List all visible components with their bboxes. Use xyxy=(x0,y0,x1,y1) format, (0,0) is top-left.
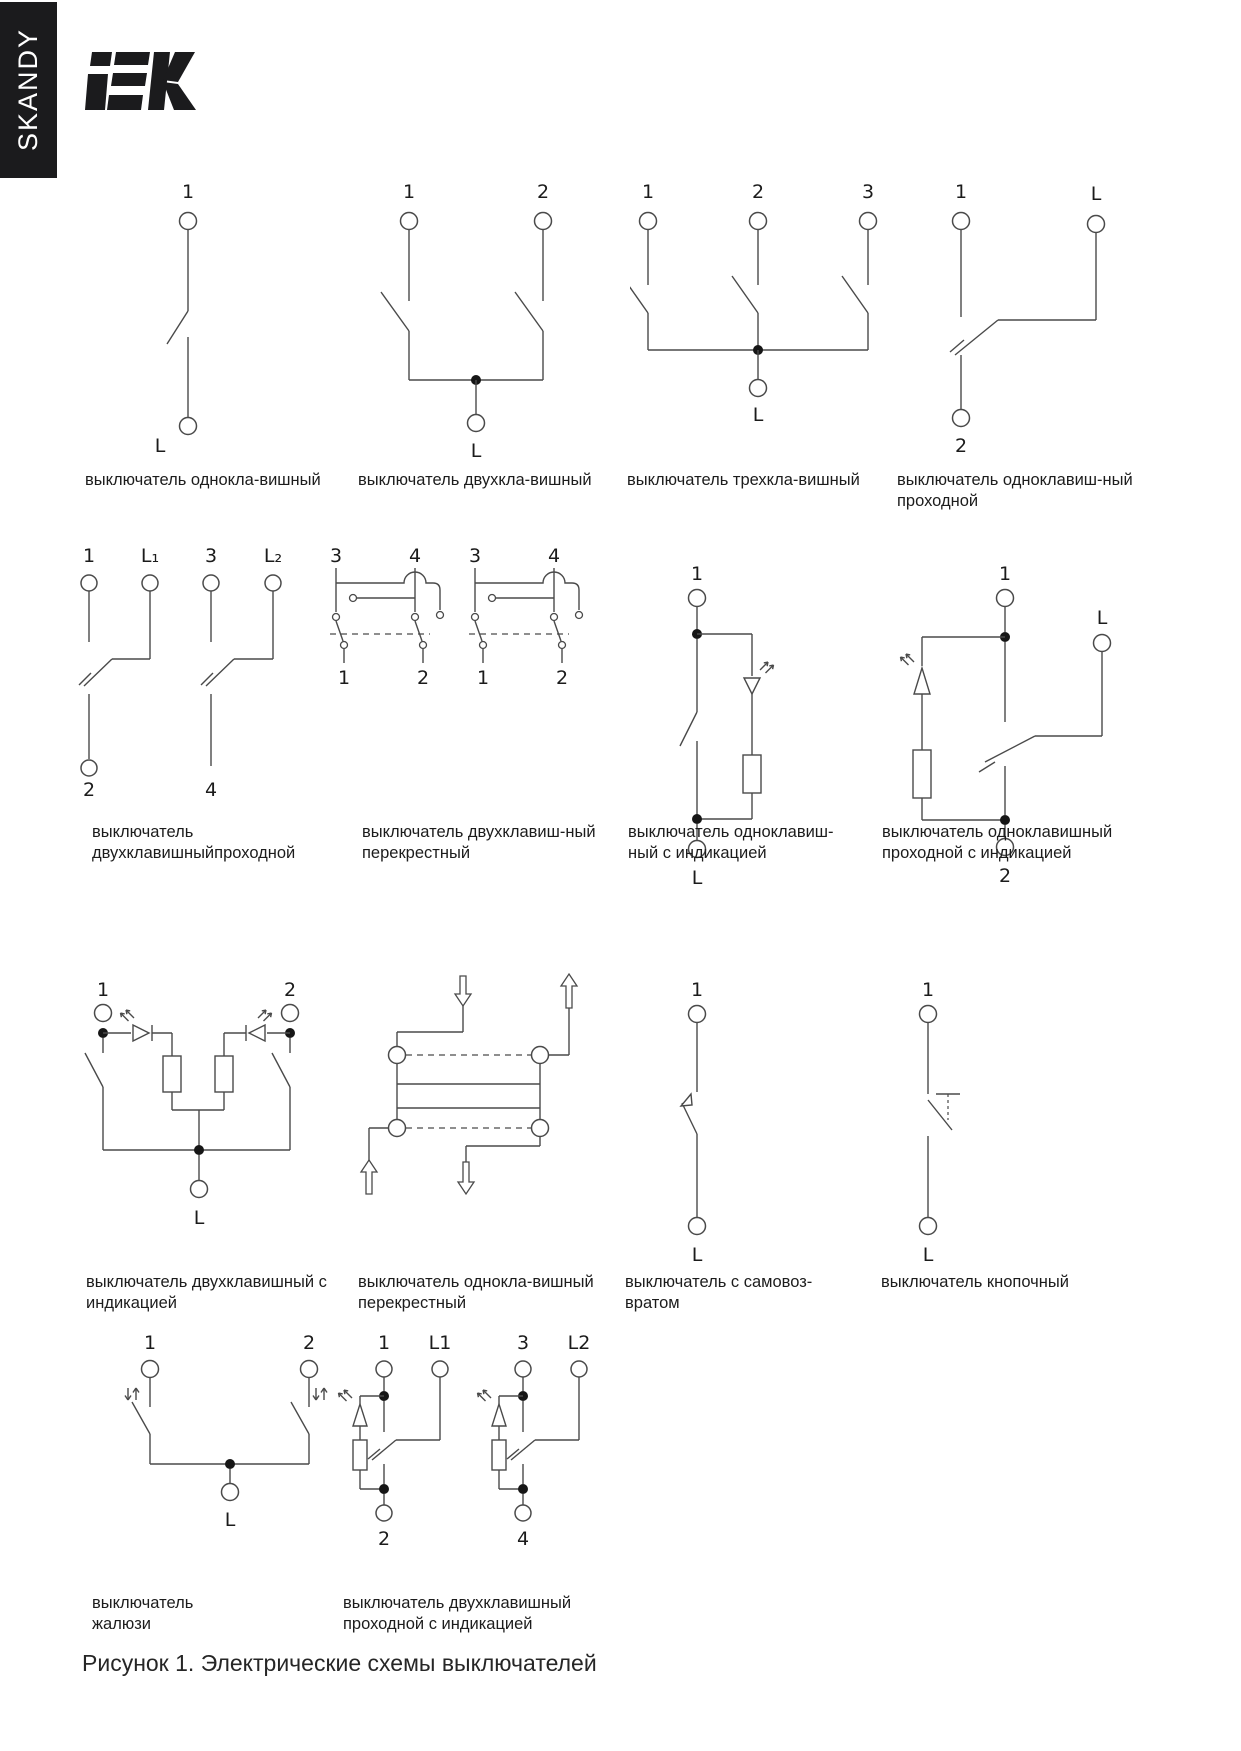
diagram-caption: выключатель одноклавишный проходной с индикацией xyxy=(882,823,1113,862)
terminal-label: 1 xyxy=(96,979,110,1001)
circuit-two-gang-switch xyxy=(360,168,560,468)
terminal-label: 2 xyxy=(751,181,765,203)
led-icon xyxy=(744,678,760,694)
circuit-two-gang-two-way-switch-with-indicator xyxy=(330,1330,620,1575)
led-emission-arrows-icon xyxy=(760,662,774,673)
diagram-caption: выключатель одноклавиш- ный с индикацией xyxy=(628,823,834,862)
terminal-label: 1 xyxy=(954,181,968,203)
terminal-label: L xyxy=(224,1509,236,1531)
circuit-one-gang-two-way-switch xyxy=(930,168,1125,468)
circuit-momentary-switch xyxy=(660,975,740,1275)
brand-vertical-text: SKANDY xyxy=(13,28,43,152)
terminal-label: 4 xyxy=(204,779,218,801)
terminal-label: 2 xyxy=(283,979,297,1001)
terminal-label: 1 xyxy=(641,181,655,203)
junction-dot xyxy=(225,1459,235,1469)
terminal-circle xyxy=(401,213,418,230)
led-icon xyxy=(353,1404,367,1426)
terminal-label: 1 xyxy=(143,1332,157,1354)
circuit-push-button-switch xyxy=(885,975,1000,1275)
up-down-arrows-icon xyxy=(313,1388,327,1400)
terminal-label: L xyxy=(1090,183,1102,205)
circuit-three-gang-switch xyxy=(630,168,890,468)
terminal-label: L xyxy=(922,1244,934,1266)
terminal-circle xyxy=(180,213,197,230)
terminal-label: 4 xyxy=(547,545,561,567)
terminal-label: L xyxy=(193,1207,205,1229)
down-arrow-icon xyxy=(455,976,471,1006)
terminal-label: 1 xyxy=(690,563,704,585)
diagram-caption: выключатель жалюзи xyxy=(92,1594,194,1633)
terminal-label: L xyxy=(691,867,703,889)
diagram-caption: выключатель кнопочный xyxy=(881,1273,1069,1291)
diagram-caption: выключатель с самовоз- вратом xyxy=(625,1273,813,1312)
terminal-label: L xyxy=(752,404,764,426)
resistor-icon xyxy=(913,750,931,798)
led-emission-arrows-icon xyxy=(901,654,915,665)
down-arrow-icon xyxy=(458,1162,474,1194)
terminal-label: 2 xyxy=(377,1528,391,1550)
diagram-caption: выключатель однокла-вишный перекрестный xyxy=(358,1273,594,1312)
terminal-label: L₁ xyxy=(140,545,160,567)
junction-dot xyxy=(194,1145,204,1155)
up-down-arrows-icon xyxy=(125,1388,139,1400)
led-icon xyxy=(249,1025,265,1041)
figure-caption: Рисунок 1. Электрические схемы выключателей xyxy=(82,1650,597,1676)
terminal-label: 1 xyxy=(82,545,96,567)
circuit-two-gang-crossover-switch xyxy=(320,540,595,700)
terminal-label: 2 xyxy=(954,435,968,457)
diagram-caption: выключатель двухкла-вишный xyxy=(358,471,592,489)
terminal-label: L1 xyxy=(428,1332,452,1354)
circuit-two-gang-two-way-switch xyxy=(70,540,310,805)
terminal-label: 3 xyxy=(468,545,482,567)
terminal-label: L xyxy=(691,1244,703,1266)
resistor-icon xyxy=(353,1440,367,1470)
circuit-two-gang-switch-with-indicator xyxy=(70,975,315,1230)
diagram-caption: выключатель одноклавиш-ный проходной xyxy=(897,471,1133,510)
terminal-circle xyxy=(535,213,552,230)
led-emission-arrows-icon xyxy=(258,1010,272,1021)
diagram-caption: выключатель однокла-вишный xyxy=(85,471,321,489)
terminal-circle xyxy=(180,418,197,435)
resistor-icon xyxy=(215,1056,233,1092)
diagram-caption: выключатель двухклавишный проходной с индикацией xyxy=(343,1594,572,1633)
diagram-caption: выключатель двухклавишныйпроходной xyxy=(92,823,296,862)
up-arrow-icon xyxy=(361,1160,377,1194)
terminal-label: 4 xyxy=(516,1528,530,1550)
brand-sidebar xyxy=(0,2,57,178)
terminal-label: 1 xyxy=(921,979,935,1001)
terminal-label: 1 xyxy=(402,181,416,203)
terminal-label: 2 xyxy=(555,667,569,689)
diagram-caption: выключатель трехкла-вишный xyxy=(627,471,860,489)
led-icon xyxy=(133,1025,149,1041)
terminal-label: 3 xyxy=(329,545,343,567)
resistor-icon xyxy=(492,1440,506,1470)
terminal-label: 2 xyxy=(998,865,1012,887)
led-icon xyxy=(492,1404,506,1426)
terminal-label: 3 xyxy=(204,545,218,567)
terminal-label: L2 xyxy=(567,1332,591,1354)
terminal-label: 2 xyxy=(82,779,96,801)
terminal-label: L xyxy=(154,435,166,457)
terminal-label: 3 xyxy=(861,181,875,203)
terminal-label: 1 xyxy=(337,667,351,689)
up-arrow-icon xyxy=(561,974,577,1008)
circuit-one-gang-switch xyxy=(130,168,250,468)
resistor-icon xyxy=(743,755,761,793)
terminal-label: 1 xyxy=(476,667,490,689)
terminal-circle xyxy=(468,415,485,432)
terminal-label: L xyxy=(470,440,482,462)
terminal-label: 1 xyxy=(377,1332,391,1354)
terminal-label: L₂ xyxy=(263,545,283,567)
led-emission-arrows-icon xyxy=(339,1390,353,1401)
diagram-caption: выключатель двухклавиш-ный перекрестный xyxy=(362,823,596,862)
resistor-icon xyxy=(163,1056,181,1092)
terminal-label: 3 xyxy=(516,1332,530,1354)
spring-return-triangle-icon xyxy=(681,1094,692,1106)
terminal-label: 4 xyxy=(408,545,422,567)
led-emission-arrows-icon xyxy=(121,1010,135,1021)
diagram-caption: выключатель двухклавишный с индикацией xyxy=(86,1273,327,1312)
terminal-label: 1 xyxy=(998,563,1012,585)
led-icon xyxy=(914,668,930,694)
led-emission-arrows-icon xyxy=(478,1390,492,1401)
iek-logo xyxy=(80,52,210,120)
circuit-intermediate-crossover-switch xyxy=(340,960,600,1215)
terminal-label: 2 xyxy=(536,181,550,203)
terminal-label: 1 xyxy=(690,979,704,1001)
terminal-label: L xyxy=(1096,607,1108,629)
terminal-label: 1 xyxy=(181,181,195,203)
terminal-label: 2 xyxy=(302,1332,316,1354)
circuit-blinds-switch xyxy=(115,1330,350,1565)
terminal-label: 2 xyxy=(416,667,430,689)
